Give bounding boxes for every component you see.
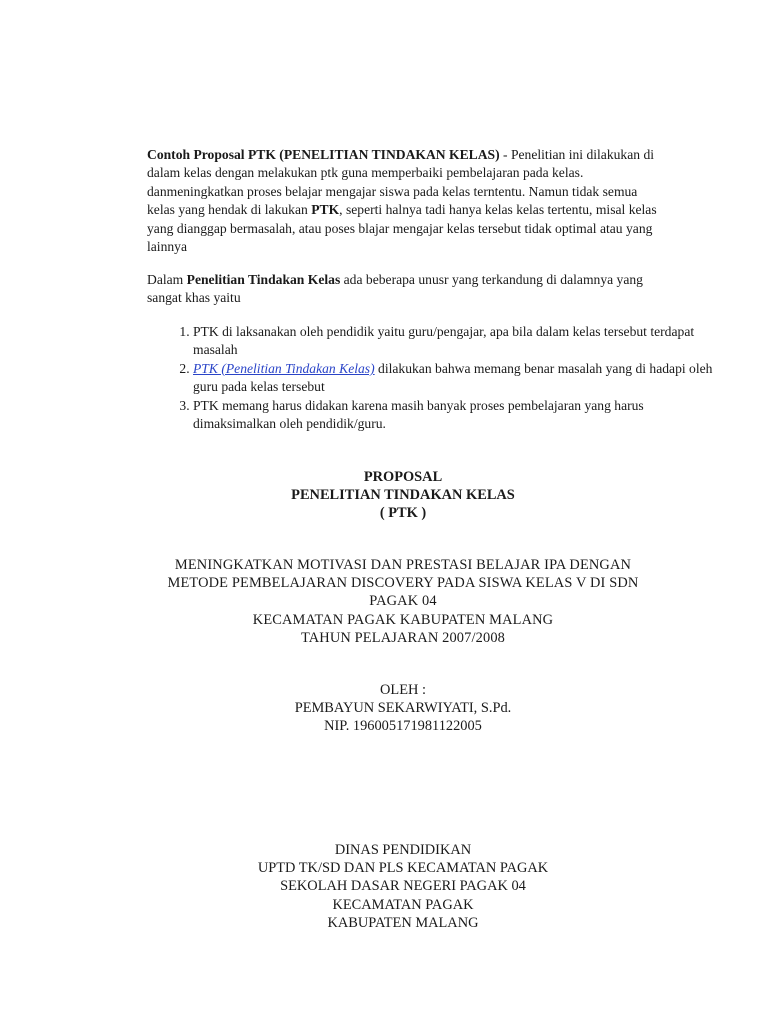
research-title (0, 556, 768, 647)
heading-line-1: PROPOSAL (363, 469, 443, 485)
ptk-link[interactable]: PTK (Penelitian Tindakan Kelas) (193, 360, 375, 376)
intro-bold-ptk: PTK (311, 202, 340, 218)
paragraph-2-suffix: ada beberapa unusr yang terkandung di dalamnya yang sangat khas yaitu (147, 272, 643, 306)
intro-paragraph (147, 146, 667, 256)
paragraph-2-prefix: Dalam (147, 272, 187, 287)
institution-line-3: SEKOLAH DASAR NEGERI PAGAK 04 (280, 878, 526, 895)
list-item-1-text: PTK di laksanakan oleh pendidik yaitu guru/pengajar, apa bila dalam kelas tersebut terdapat masalah (193, 324, 695, 358)
title-line-5: TAHUN PELAJARAN 2007/2008 (300, 629, 506, 646)
institution-line-5: KABUPATEN MALANG (327, 914, 479, 931)
author-nip: NIP. 196005171981122005 (324, 718, 482, 735)
list-item-2-text: dilakukan bahwa memang benar masalah yang di hadapi oleh guru pada kelas tersebut (193, 360, 713, 395)
list-item (193, 360, 713, 397)
heading-line-3: ( PTK ) (379, 505, 427, 522)
heading-line-2: PENELITIAN TINDAKAN KELAS (291, 487, 515, 504)
author-name: PEMBAYUN SEKARWIYATI, S.Pd. (294, 700, 512, 717)
intro-text-2: , seperti halnya tadi hanya kelas kelas tertentu, misal kelas yang dianggap bermasalah, atau poses blajar mengajar kelas tersebut tidak optimal atau yang lainnya (147, 202, 657, 255)
list-item (193, 323, 713, 360)
author-label: OLEH : (380, 682, 426, 698)
paragraph-2-bold: Penelitian Tindakan Kelas (186, 272, 341, 287)
title-line-3: PAGAK 04 (369, 593, 437, 610)
numbered-list (147, 323, 713, 433)
intro-text-1: - Penelitian ini dilakukan di dalam kelas dengan melakukan ptk guna memperbaiki pembelajaran pada kelas. danmeningkatkan proses belajar mengajar siswa pada kelas terntentu. Namun tidak semua kelas yang hendak di lakukan (147, 147, 655, 218)
title-line-2: METODE PEMBELAJARAN DISCOVERY PADA SISWA KELAS V DI SDN (167, 575, 639, 592)
proposal-heading (0, 468, 768, 523)
institution-block (0, 841, 768, 932)
institution-line-1: DINAS PENDIDIKAN (334, 842, 472, 858)
paragraph-2 (147, 271, 667, 308)
institution-line-4: KECAMATAN PAGAK (332, 896, 474, 913)
author-block (0, 681, 768, 736)
institution-line-2: UPTD TK/SD DAN PLS KECAMATAN PAGAK (257, 860, 549, 877)
intro-lead: Contoh Proposal PTK (PENELITIAN TINDAKAN KELAS) (147, 147, 500, 162)
list-item-3-text: PTK memang harus didakan karena masih banyak proses pembelajaran yang harus dimaksimalkan oleh pendidik/guru. (193, 397, 644, 432)
list-item (193, 397, 713, 434)
title-line-1: MENINGKATKAN MOTIVASI DAN PRESTASI BELAJAR IPA DENGAN (174, 557, 632, 573)
title-line-4: KECAMATAN PAGAK KABUPATEN MALANG (252, 611, 554, 628)
